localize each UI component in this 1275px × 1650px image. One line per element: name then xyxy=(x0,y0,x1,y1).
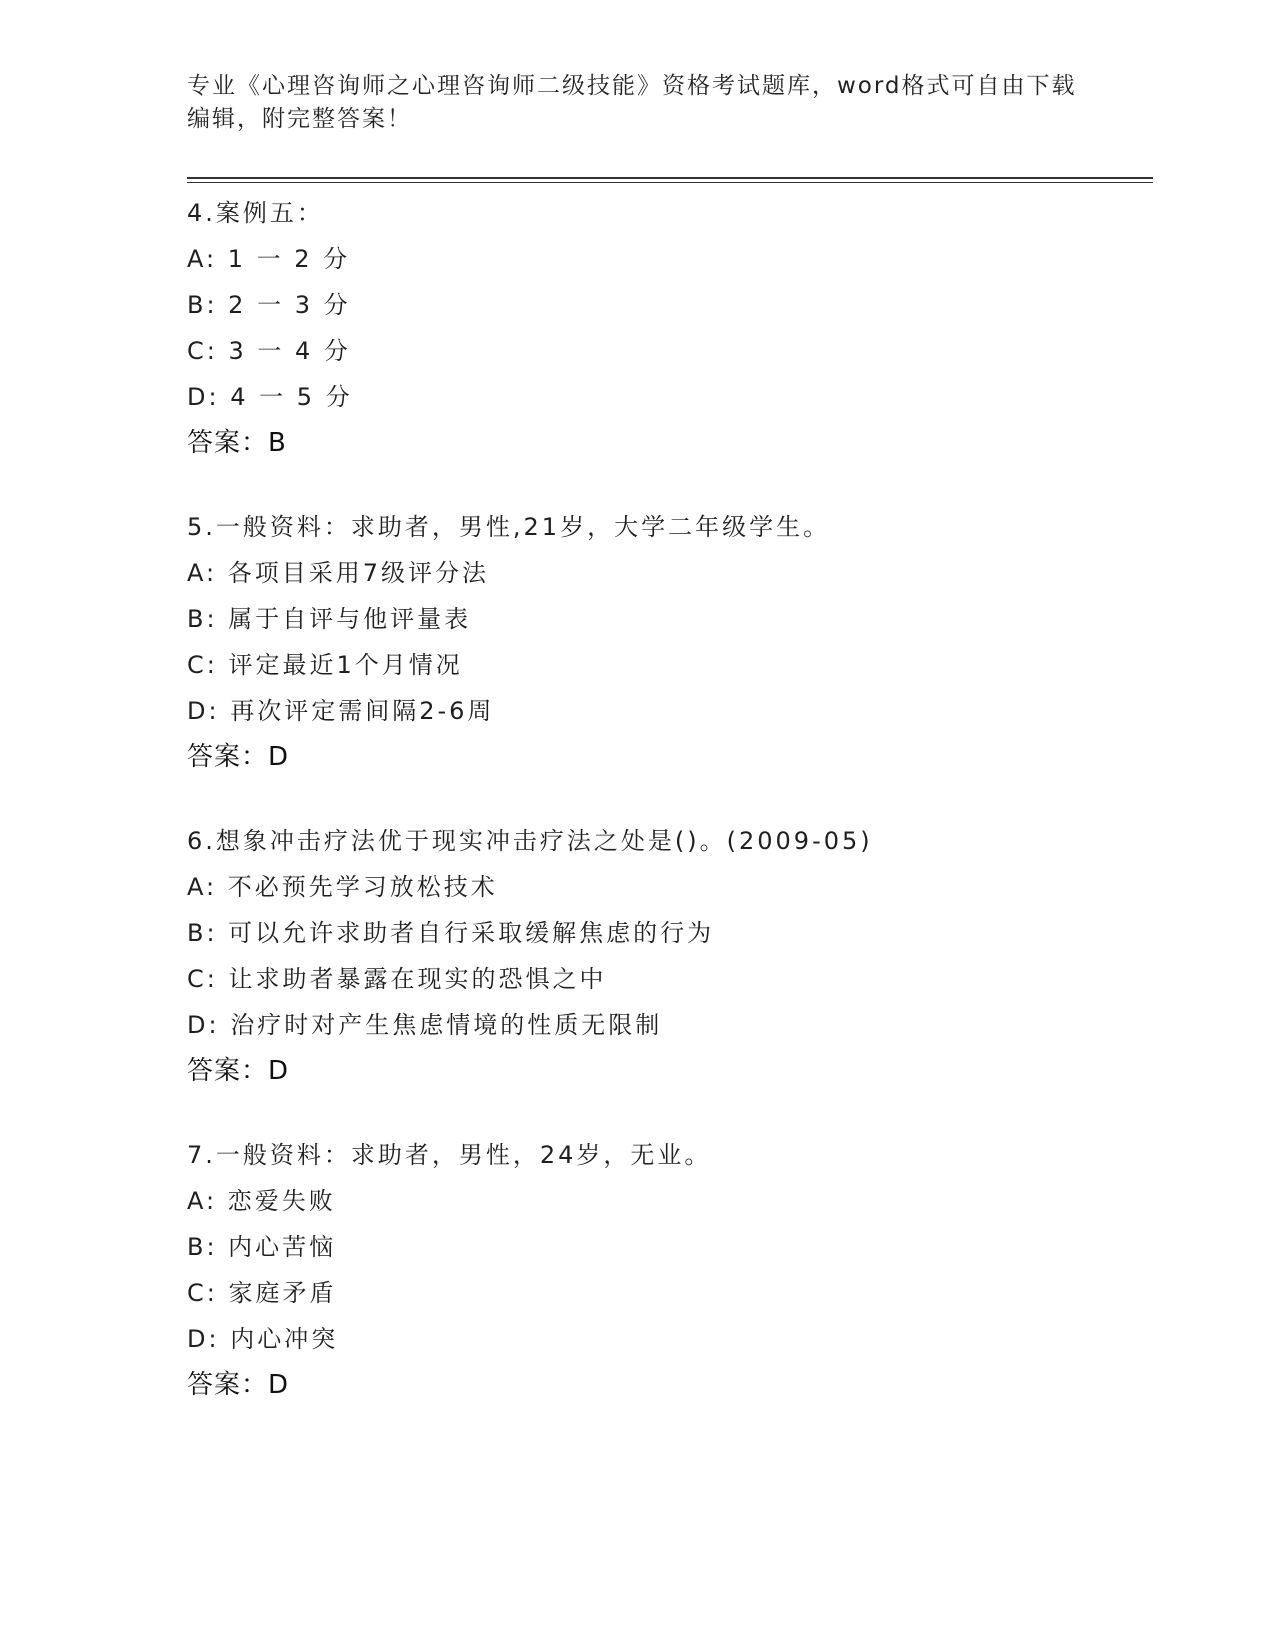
option-c: C: 评定最近1个月情况 xyxy=(187,651,463,679)
answer-line: 答案：D xyxy=(187,742,290,772)
header-line-1: 专业《心理咨询师之心理咨询师二级技能》资格考试题库，word格式可自由下载 xyxy=(187,73,1077,99)
option-b: B: 2 一 3 分 xyxy=(187,291,351,319)
option-a: A: 恋爱失败 xyxy=(187,1187,336,1215)
answer-line: 答案：D xyxy=(187,1370,290,1400)
question-stem: 7.一般资料：求助者，男性，24岁，无业。 xyxy=(187,1141,712,1169)
question-4 xyxy=(187,190,1147,466)
header-line-2: 编辑，附完整答案！ xyxy=(187,106,412,132)
option-c: C: 让求助者暴露在现实的恐惧之中 xyxy=(187,965,607,993)
option-d: D: 治疗时对产生焦虑情境的性质无限制 xyxy=(187,1011,663,1039)
question-list xyxy=(187,190,1147,1446)
question-5 xyxy=(187,504,1147,780)
answer-line: 答案：D xyxy=(187,1056,290,1086)
option-a: A: 1 一 2 分 xyxy=(187,245,351,273)
document-header xyxy=(187,70,1087,136)
header-divider-thick xyxy=(187,177,1153,179)
option-d: D: 内心冲突 xyxy=(187,1325,339,1353)
option-b: B: 属于自评与他评量表 xyxy=(187,605,472,633)
option-d: D: 4 一 5 分 xyxy=(187,383,353,411)
question-6 xyxy=(187,818,1147,1094)
option-b: B: 可以允许求助者自行采取缓解焦虑的行为 xyxy=(187,919,715,947)
option-a: A: 各项目采用7级评分法 xyxy=(187,559,489,587)
question-stem: 4.案例五： xyxy=(187,199,324,227)
option-c: C: 家庭矛盾 xyxy=(187,1279,337,1307)
question-stem: 6.想象冲击疗法优于现实冲击疗法之处是()。(2009-05) xyxy=(187,827,873,855)
option-c: C: 3 一 4 分 xyxy=(187,337,351,365)
question-stem: 5.一般资料：求助者，男性,21岁，大学二年级学生。 xyxy=(187,513,831,541)
answer-line: 答案：B xyxy=(187,428,287,458)
header-divider-thin xyxy=(187,182,1153,183)
option-b: B: 内心苦恼 xyxy=(187,1233,337,1261)
question-7 xyxy=(187,1132,1147,1408)
option-a: A: 不必预先学习放松技术 xyxy=(187,873,498,901)
option-d: D: 再次评定需间隔2-6周 xyxy=(187,697,495,725)
